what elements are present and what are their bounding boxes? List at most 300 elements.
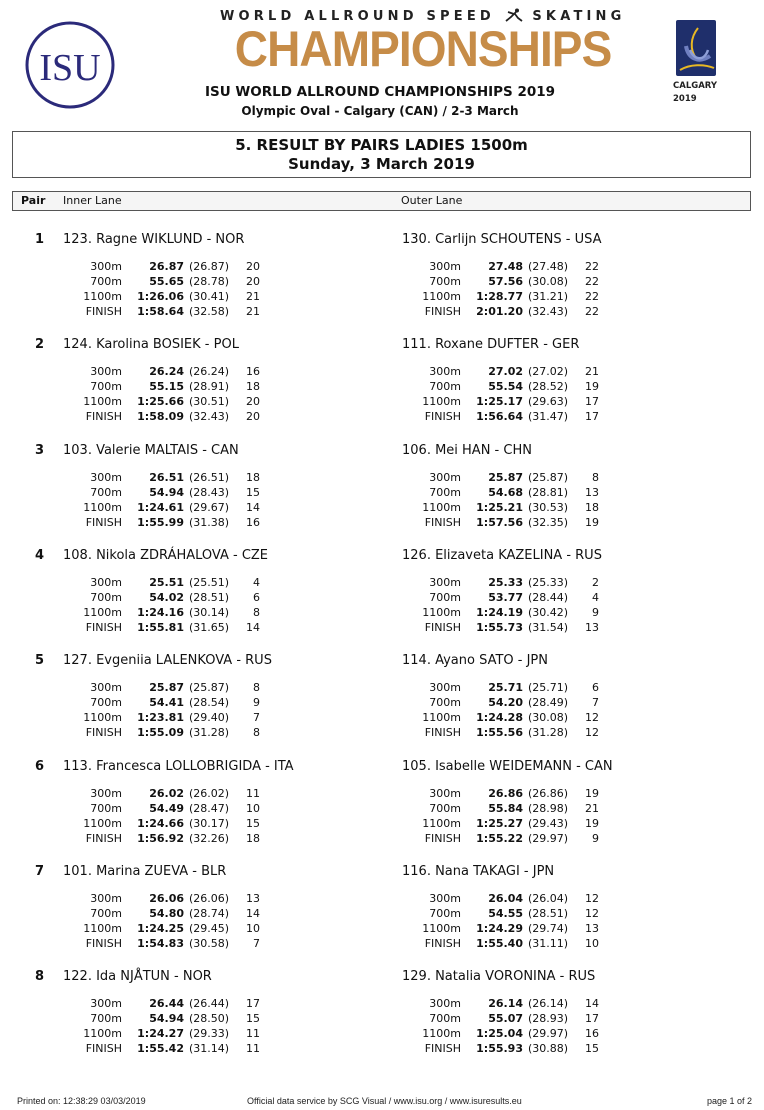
split-rank: 16 [246, 365, 260, 379]
split-time: 1:25.04 [476, 1027, 523, 1041]
split-row [63, 394, 323, 409]
split-table [63, 996, 323, 1056]
split-distance: 700m [90, 485, 122, 499]
split-row [63, 801, 323, 816]
split-row [63, 289, 323, 304]
lap-time: (26.06) [189, 891, 230, 905]
split-table [402, 575, 662, 635]
lap-time: (28.78) [189, 275, 230, 288]
split-time: 55.07 [488, 1012, 523, 1026]
split-rank: 16 [585, 1027, 599, 1041]
split-time: 55.15 [149, 380, 184, 394]
split-row [63, 936, 323, 951]
split-distance: 1100m [422, 290, 461, 303]
outer-lane-result [402, 337, 742, 437]
lap-time: (31.11) [528, 936, 569, 950]
split-rank: 18 [585, 500, 599, 514]
lap-time: (30.17) [189, 816, 230, 830]
split-distance: 700m [90, 380, 122, 394]
split-time: 1:25.27 [476, 816, 523, 830]
split-distance: 700m [90, 906, 122, 920]
split-rank: 11 [246, 1042, 260, 1056]
lap-time: (29.67) [189, 500, 230, 514]
split-distance: 700m [429, 590, 461, 604]
split-distance: 700m [90, 801, 122, 815]
split-rank: 10 [246, 921, 260, 935]
column-header [12, 191, 751, 211]
split-rank: 12 [585, 726, 599, 740]
inner-lane-result [63, 337, 403, 437]
split-row [63, 1011, 323, 1026]
split-table [402, 364, 662, 424]
split-distance: 300m [429, 470, 461, 484]
split-rank: 22 [585, 275, 599, 288]
split-rank: 15 [246, 1012, 260, 1026]
split-distance: 700m [429, 380, 461, 394]
isu-logo [24, 20, 116, 110]
outer-lane-result [402, 548, 742, 648]
lap-time: (28.51) [189, 590, 230, 604]
split-row [63, 575, 323, 590]
split-time: 1:24.27 [137, 1027, 184, 1041]
skater-name: 130. Carlijn SCHOUTENS - USA [402, 232, 602, 247]
split-row [402, 485, 662, 500]
split-rank: 16 [246, 515, 260, 529]
pair-number: 4 [35, 547, 45, 563]
lap-time: (27.48) [528, 260, 569, 273]
split-time: 26.51 [149, 470, 184, 484]
skater-name: 127. Evgeniia LALENKOVA - RUS [63, 653, 272, 669]
split-time: 25.87 [149, 681, 184, 695]
outer-lane-result [402, 969, 742, 1069]
split-distance: 1100m [422, 816, 461, 830]
split-rank: 11 [246, 1027, 260, 1041]
lap-time: (28.54) [189, 696, 230, 710]
lap-time: (26.24) [189, 365, 230, 379]
split-distance: FINISH [85, 305, 122, 318]
banner-top-text-2: SKATING [532, 9, 626, 24]
split-time: 54.94 [149, 485, 184, 499]
outer-lane-result [402, 653, 742, 753]
split-time: 54.41 [149, 696, 184, 710]
split-distance: 1100m [422, 605, 461, 619]
split-rank: 4 [253, 575, 260, 589]
split-rank: 2 [592, 575, 599, 589]
split-row [63, 379, 323, 394]
split-rank: 19 [585, 515, 599, 529]
split-distance: FINISH [424, 1042, 461, 1056]
split-rank: 19 [585, 816, 599, 830]
lap-time: (26.02) [189, 786, 230, 800]
event-title: ISU WORLD ALLROUND CHAMPIONSHIPS 2019 [204, 84, 556, 100]
split-row [63, 605, 323, 620]
split-rank: 20 [246, 260, 260, 273]
split-time: 57.56 [488, 275, 523, 288]
lap-time: (31.28) [189, 726, 230, 740]
inner-lane-result [63, 864, 403, 964]
lap-time: (28.50) [189, 1012, 230, 1026]
split-rank: 12 [585, 711, 599, 725]
split-row [63, 259, 323, 274]
split-rank: 13 [585, 921, 599, 935]
lap-time: (29.97) [528, 1027, 569, 1041]
split-rank: 6 [253, 590, 260, 604]
lap-time: (26.44) [189, 997, 230, 1011]
skater-name: 122. Ida NJÅTUN - NOR [63, 969, 212, 985]
split-distance: 300m [90, 260, 122, 273]
split-time: 54.20 [488, 696, 523, 710]
split-time: 1:25.17 [476, 395, 523, 409]
split-time: 1:55.56 [476, 726, 523, 740]
split-distance: 300m [429, 260, 461, 273]
inner-lane-result [63, 653, 403, 753]
split-rank: 21 [246, 290, 260, 303]
split-time: 1:58.09 [137, 410, 184, 424]
lap-time: (28.44) [528, 590, 569, 604]
split-rank: 8 [253, 726, 260, 740]
split-row [402, 1026, 662, 1041]
split-row [402, 831, 662, 846]
lap-time: (28.91) [189, 380, 230, 394]
lap-time: (29.33) [189, 1027, 230, 1041]
split-time: 55.84 [488, 801, 523, 815]
split-table [63, 575, 323, 635]
split-distance: FINISH [85, 726, 122, 740]
split-distance: 1100m [422, 921, 461, 935]
isu-logo-text: ISU [39, 47, 101, 89]
split-distance: 1100m [83, 605, 122, 619]
split-rank: 22 [585, 305, 599, 318]
split-rank: 13 [585, 620, 599, 634]
lap-time: (30.51) [189, 395, 230, 409]
split-row [402, 500, 662, 515]
split-rank: 20 [246, 410, 260, 424]
split-time: 27.02 [488, 365, 523, 379]
skater-name: 113. Francesca LOLLOBRIGIDA - ITA [63, 758, 294, 774]
split-row [63, 831, 323, 846]
split-row [63, 620, 323, 635]
split-row [402, 515, 662, 530]
split-distance: FINISH [424, 936, 461, 950]
split-time: 1:55.42 [137, 1042, 184, 1056]
split-row [402, 259, 662, 274]
split-row [63, 996, 323, 1011]
printed-on: Printed on: 12:38:29 03/03/2019 [17, 1096, 146, 1106]
split-row [402, 801, 662, 816]
lap-time: (31.38) [189, 515, 230, 529]
skater-name: 123. Ragne WIKLUND - NOR [63, 232, 245, 247]
split-time: 1:26.06 [137, 290, 184, 303]
split-distance: FINISH [85, 515, 122, 529]
split-time: 1:24.16 [137, 605, 184, 619]
data-service: Official data service by SCG Visual / www.isu.org / www.isuresults.eu [247, 1096, 522, 1106]
split-row [63, 304, 323, 319]
lap-time: (29.45) [189, 921, 230, 935]
split-time: 1:55.81 [137, 620, 184, 634]
pair-number: 3 [35, 442, 45, 458]
skater-name: 126. Elizaveta KAZELINA - RUS [402, 547, 602, 563]
inner-lane-result [63, 548, 403, 648]
split-rank: 8 [253, 605, 260, 619]
lap-time: (25.87) [528, 470, 569, 484]
pair-block [0, 443, 764, 543]
split-distance: 300m [90, 470, 122, 484]
pair-block [0, 548, 764, 648]
split-rank: 7 [253, 936, 260, 950]
outer-lane-result [402, 232, 742, 332]
split-table [402, 996, 662, 1056]
lap-time: (29.63) [528, 395, 569, 409]
split-rank: 6 [592, 681, 599, 695]
split-row [63, 710, 323, 725]
split-distance: 300m [90, 786, 122, 800]
outer-lane-result [402, 864, 742, 964]
split-time: 26.24 [149, 365, 184, 379]
split-distance: 1100m [422, 1027, 461, 1041]
lap-time: (27.02) [528, 365, 569, 379]
split-rank: 8 [253, 681, 260, 695]
pair-block [0, 232, 764, 332]
split-row [63, 485, 323, 500]
lap-time: (26.51) [189, 470, 230, 484]
split-time: 1:55.93 [476, 1042, 523, 1056]
pair-block [0, 864, 764, 964]
split-row [63, 921, 323, 936]
column-outer-lane: Outer Lane [401, 194, 463, 207]
split-distance: 300m [90, 681, 122, 695]
lap-time: (30.41) [189, 290, 230, 303]
split-rank: 14 [246, 620, 260, 634]
split-time: 26.04 [488, 891, 523, 905]
split-distance: 1100m [83, 290, 122, 303]
split-rank: 8 [592, 470, 599, 484]
split-time: 1:24.19 [476, 605, 523, 619]
column-pair: Pair [21, 194, 46, 207]
split-table [63, 364, 323, 424]
split-distance: 700m [90, 696, 122, 710]
lap-time: (26.04) [528, 891, 569, 905]
split-time: 1:57.56 [476, 515, 523, 529]
split-distance: 1100m [83, 500, 122, 514]
split-time: 25.51 [149, 575, 184, 589]
split-row [63, 274, 323, 289]
calgary-logo-text [673, 80, 717, 106]
lap-time: (28.98) [528, 801, 569, 815]
split-rank: 19 [585, 786, 599, 800]
lap-time: (28.51) [528, 906, 569, 920]
lap-time: (28.49) [528, 696, 569, 710]
split-rank: 15 [246, 485, 260, 499]
lap-time: (31.65) [189, 620, 230, 634]
split-row [402, 695, 662, 710]
split-distance: 1100m [422, 395, 461, 409]
split-time: 54.80 [149, 906, 184, 920]
split-row [63, 515, 323, 530]
split-time: 1:55.99 [137, 515, 184, 529]
split-distance: FINISH [424, 831, 461, 845]
split-distance: 300m [429, 681, 461, 695]
lap-time: (26.86) [528, 786, 569, 800]
split-rank: 21 [585, 801, 599, 815]
split-rank: 17 [246, 997, 260, 1011]
split-time: 1:24.28 [476, 711, 523, 725]
split-distance: 300m [90, 891, 122, 905]
pair-block [0, 653, 764, 753]
split-row [402, 590, 662, 605]
skater-name: 124. Karolina BOSIEK - POL [63, 337, 239, 353]
lap-time: (32.43) [528, 305, 569, 318]
lap-time: (25.87) [189, 681, 230, 695]
split-time: 25.71 [488, 681, 523, 695]
split-rank: 18 [246, 470, 260, 484]
skater-name: 129. Natalia VORONINA - RUS [402, 969, 596, 985]
lap-time: (32.58) [189, 305, 230, 318]
split-distance: 300m [429, 575, 461, 589]
lap-time: (28.74) [189, 906, 230, 920]
split-row [402, 364, 662, 379]
split-row [63, 590, 323, 605]
split-row [402, 379, 662, 394]
split-distance: FINISH [85, 936, 122, 950]
lap-time: (29.43) [528, 816, 569, 830]
split-rank: 20 [246, 395, 260, 409]
split-time: 26.06 [149, 891, 184, 905]
pair-number: 7 [35, 863, 45, 879]
pair-number: 5 [35, 653, 45, 669]
split-time: 1:24.29 [476, 921, 523, 935]
lap-time: (28.52) [528, 380, 569, 394]
split-table [402, 786, 662, 846]
lap-time: (31.47) [528, 410, 569, 424]
split-distance: FINISH [85, 620, 122, 634]
split-row [63, 906, 323, 921]
split-time: 1:24.61 [137, 500, 184, 514]
split-table [63, 470, 323, 530]
pair-block [0, 759, 764, 859]
split-rank: 22 [585, 290, 599, 303]
split-row [402, 786, 662, 801]
split-distance: 1100m [422, 500, 461, 514]
split-distance: 300m [90, 997, 122, 1011]
split-row [402, 394, 662, 409]
split-row [402, 1011, 662, 1026]
calgary-line-1: CALGARY [673, 81, 718, 91]
split-distance: FINISH [85, 831, 122, 845]
split-distance: 1100m [83, 816, 122, 830]
skater-name: 105. Isabelle WEIDEMANN - CAN [402, 758, 613, 774]
split-distance: 300m [429, 997, 461, 1011]
lap-time: (28.93) [528, 1012, 569, 1026]
split-distance: 1100m [83, 1027, 122, 1041]
split-time: 1:56.92 [137, 831, 184, 845]
split-table [63, 786, 323, 846]
split-time: 1:55.40 [476, 936, 523, 950]
split-row [63, 816, 323, 831]
split-time: 1:24.66 [137, 816, 184, 830]
split-rank: 10 [246, 801, 260, 815]
split-rank: 11 [246, 786, 260, 800]
lap-time: (28.43) [189, 485, 230, 499]
split-time: 1:55.22 [476, 831, 523, 845]
championship-banner [220, 8, 626, 77]
split-row [402, 906, 662, 921]
split-distance: 1100m [83, 711, 122, 725]
lap-time: (30.88) [528, 1042, 569, 1056]
split-time: 54.02 [149, 590, 184, 604]
skater-name: 116. Nana TAKAGI - JPN [402, 863, 555, 879]
split-row [63, 500, 323, 515]
pair-number: 1 [35, 232, 45, 247]
pair-block [0, 337, 764, 437]
split-time: 26.87 [149, 260, 184, 273]
split-rank: 7 [592, 696, 599, 710]
split-row [63, 1041, 323, 1056]
split-rank: 13 [585, 485, 599, 499]
lap-time: (32.43) [189, 410, 230, 424]
split-distance: 700m [429, 275, 461, 288]
skater-name: 108. Nikola ZDRÁHALOVA - CZE [63, 547, 269, 563]
inner-lane-result [63, 969, 403, 1069]
lap-time: (30.14) [189, 605, 230, 619]
split-rank: 13 [246, 891, 260, 905]
split-row [63, 786, 323, 801]
split-distance: 700m [429, 485, 461, 499]
split-distance: 300m [90, 365, 122, 379]
calgary-logo [676, 20, 716, 76]
split-distance: 300m [429, 365, 461, 379]
split-distance: 300m [90, 575, 122, 589]
pair-number: 8 [35, 969, 45, 985]
split-distance: 700m [90, 275, 122, 288]
result-date: Sunday, 3 March 2019 [288, 155, 475, 173]
split-distance: 700m [90, 590, 122, 604]
split-rank: 7 [253, 711, 260, 725]
split-row [402, 725, 662, 740]
split-row [402, 816, 662, 831]
page-number: page 1 of 2 [706, 1096, 752, 1106]
split-rank: 9 [592, 831, 599, 845]
lap-time: (31.21) [528, 290, 569, 303]
skater-name: 111. Roxane DUFTER - GER [402, 337, 580, 353]
split-rank: 19 [585, 380, 599, 394]
split-rank: 21 [246, 305, 260, 318]
split-rank: 17 [585, 1012, 599, 1026]
split-time: 1:55.09 [137, 726, 184, 740]
split-time: 26.86 [488, 786, 523, 800]
lap-time: (31.28) [528, 726, 569, 740]
split-row [402, 1041, 662, 1056]
split-row [63, 891, 323, 906]
lap-time: (29.40) [189, 711, 230, 725]
split-row [402, 996, 662, 1011]
split-time: 26.44 [149, 997, 184, 1011]
split-row [63, 364, 323, 379]
split-table [63, 680, 323, 740]
split-time: 55.65 [149, 275, 184, 288]
split-distance: 1100m [83, 921, 122, 935]
skater-name: 106. Mei HAN - CHN [402, 442, 532, 458]
pair-number: 6 [35, 758, 45, 774]
split-distance: FINISH [424, 726, 461, 740]
split-rank: 12 [585, 906, 599, 920]
lap-time: (25.71) [528, 681, 569, 695]
split-rank: 18 [246, 831, 260, 845]
lap-time: (30.08) [528, 711, 569, 725]
split-table [402, 470, 662, 530]
split-rank: 21 [585, 365, 599, 379]
inner-lane-result [63, 232, 403, 332]
skater-name: 101. Marina ZUEVA - BLR [63, 863, 227, 879]
